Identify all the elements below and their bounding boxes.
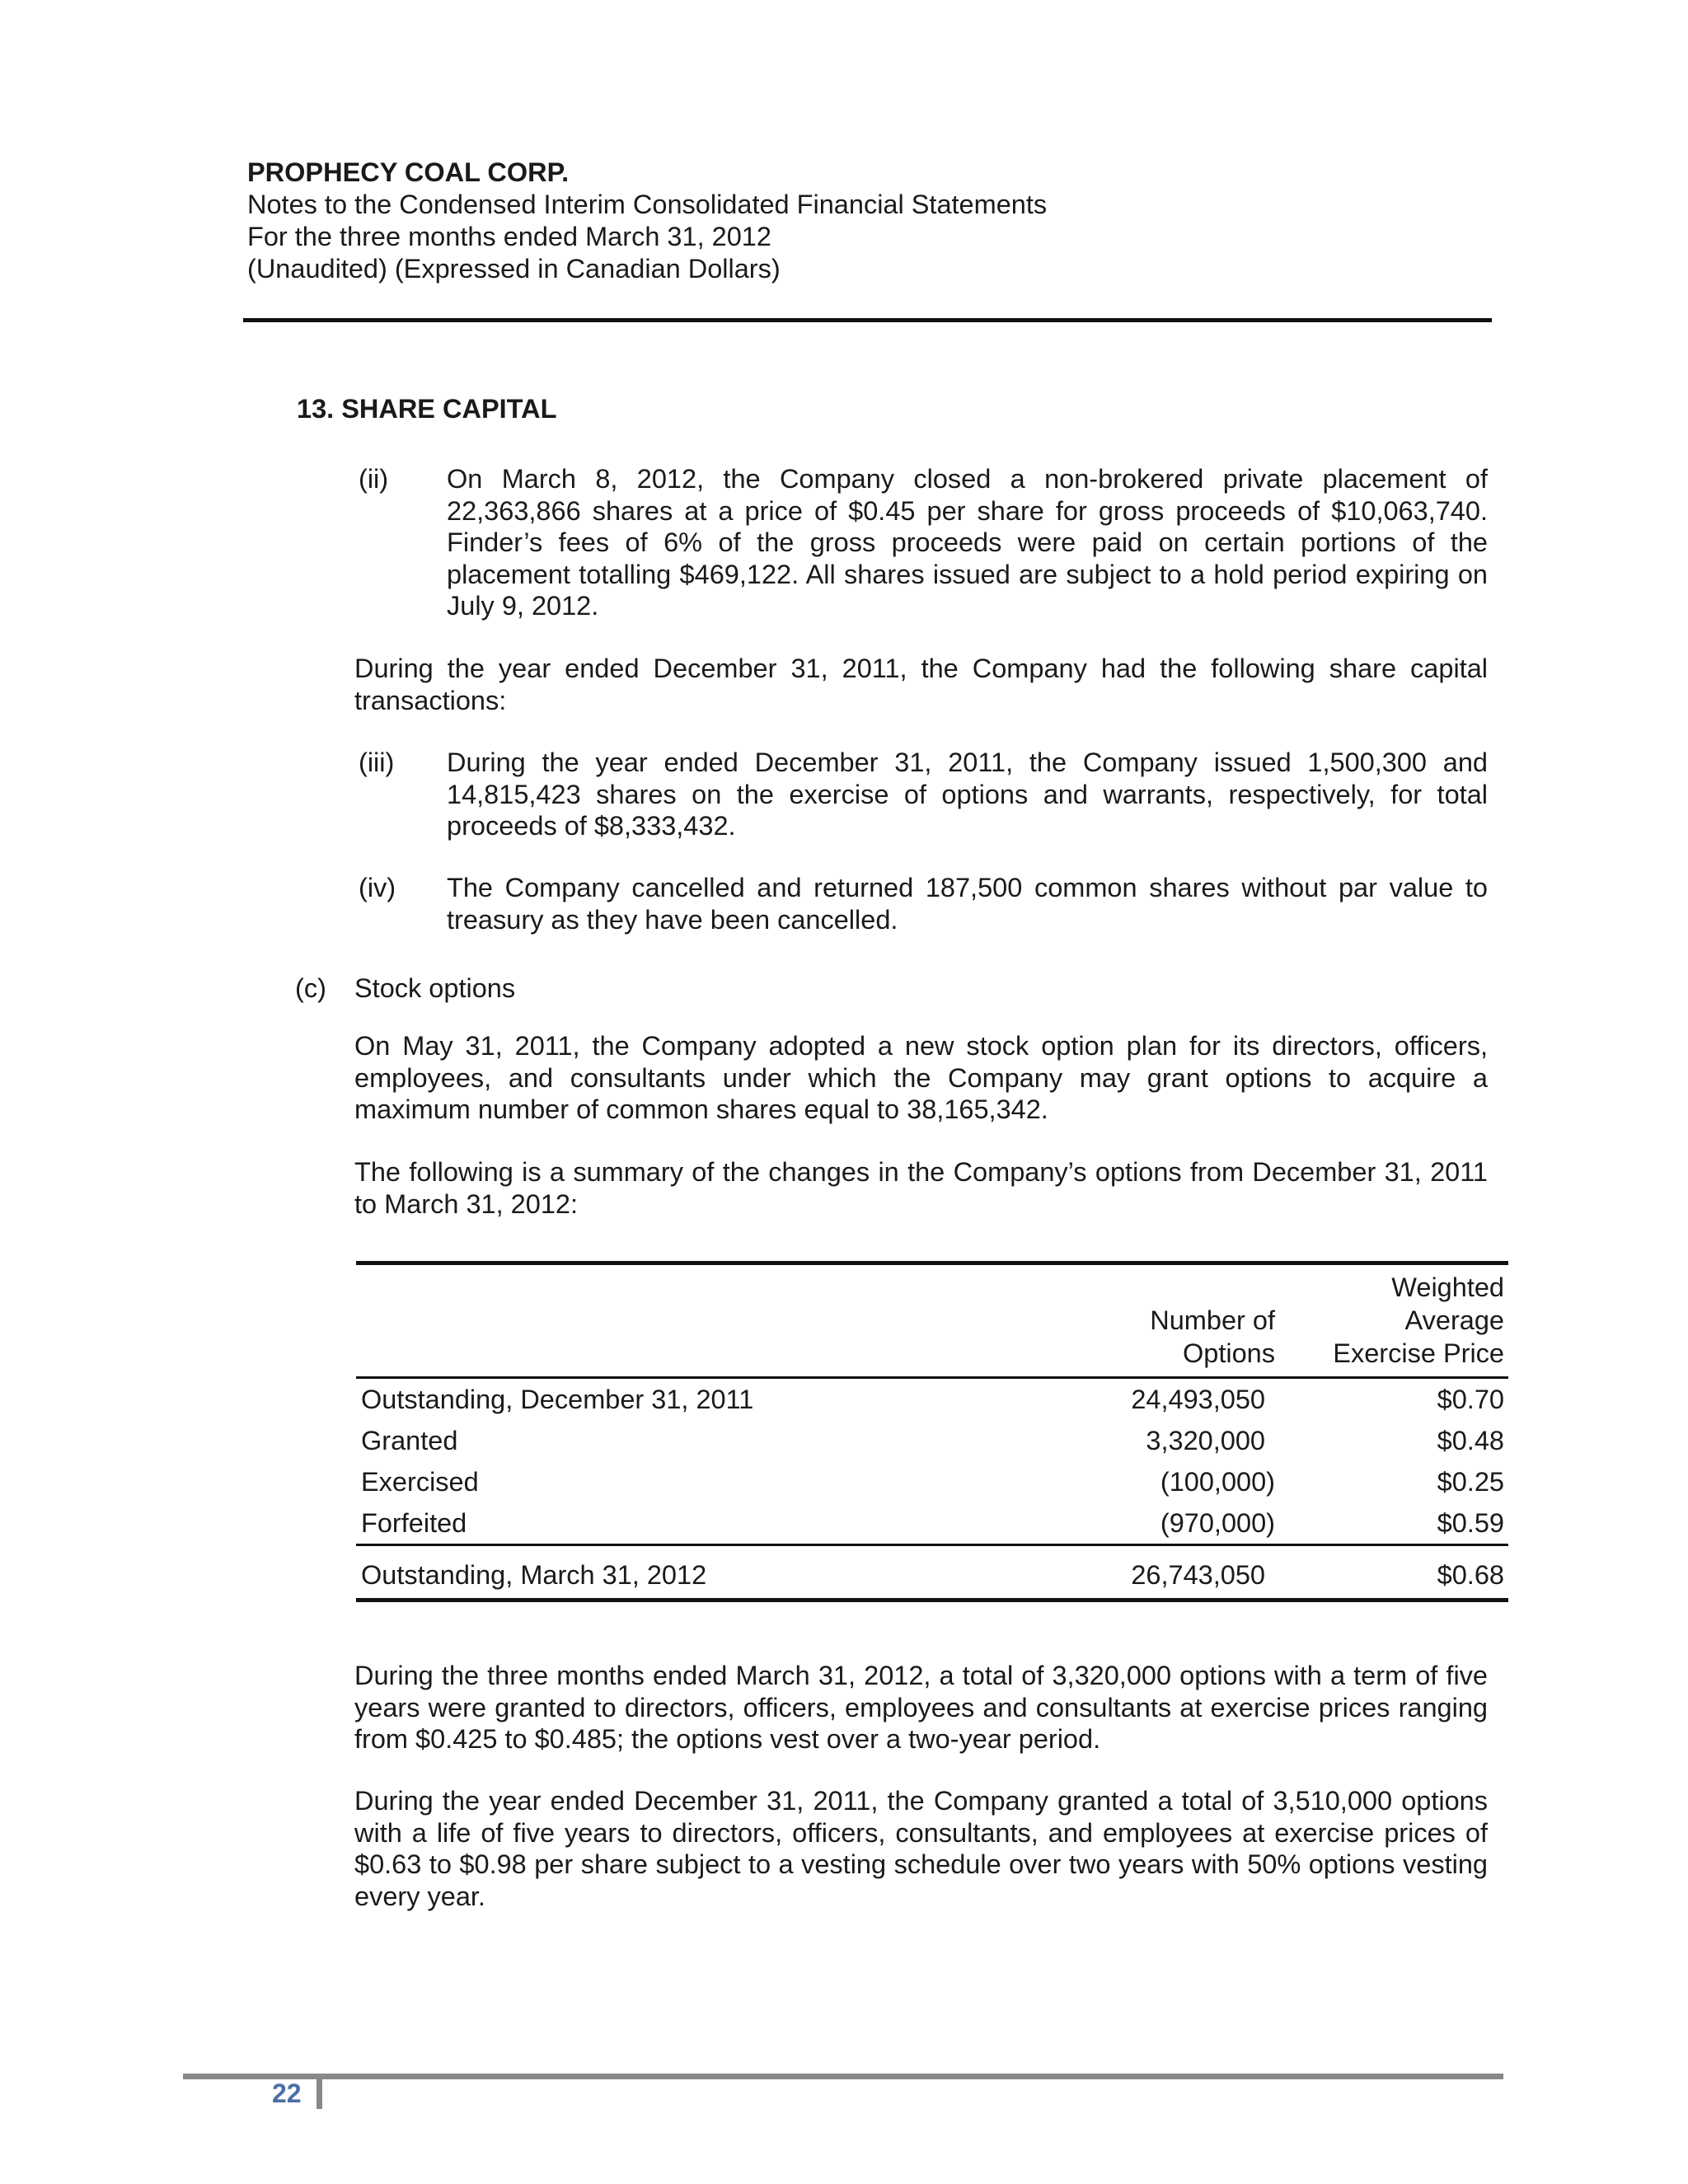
header-weighted-average-price xyxy=(1333,1271,1504,1370)
paragraph-option-plan: On May 31, 2011, the Company adopted a new stock option plan for its directors, officers, employees, and consultants under which the Company may grant options to acquire a maximum number of common shares equal to 38,165,342. xyxy=(354,1031,1488,1124)
paragraph-grants-2012: During the three months ended March 31, 2012, a total of 3,320,000 options with a term of five years were granted to directors, officers, employees and consultants at exercise prices ranging from $0.425 to $0.485; the options vest over a two-year period. xyxy=(354,1661,1488,1754)
row-options: 3,320,000 xyxy=(1146,1426,1265,1455)
item-text: On March 8, 2012, the Company closed a non-brokered private placement of 22,363,866 shares at a price of $0.45 per share for gross proceeds of $10,063,740. Finder’s fees of 6% of the gross proceeds were paid on certain portions of the placement totalling $469,122. All shares issued are subject to a hold period expiring on July 9, 2012. xyxy=(447,464,1488,621)
footer-tick xyxy=(316,2074,322,2109)
page-number: 22 xyxy=(272,2079,302,2108)
table-row xyxy=(356,1502,1508,1546)
header-divider xyxy=(243,318,1492,322)
header-text: Average xyxy=(1404,1305,1504,1335)
company-name: PROPHECY COAL CORP. xyxy=(247,157,570,187)
row-price: $0.70 xyxy=(1437,1385,1504,1414)
paragraph-grants-2011: During the year ended December 31, 2011, the Company granted a total of 3,510,000 options with a life of five years to directors, officers, consultants, and employees at exercise prices of $0.63 to $0.98 per share subject to a vesting schedule over two years with 50% options vesting every year. xyxy=(354,1786,1488,1911)
list-item xyxy=(359,463,1488,622)
row-options: (970,000) xyxy=(1160,1508,1275,1538)
table-row xyxy=(356,1379,1508,1420)
row-label: Outstanding, March 31, 2012 xyxy=(361,1560,707,1590)
item-number: (iii) xyxy=(359,748,395,777)
item-text: The Company cancelled and returned 187,500 common shares without par value to treasury as they have been cancelled. xyxy=(447,873,1488,935)
document-header xyxy=(247,157,1047,285)
item-text: During the year ended December 31, 2011, the Company issued 1,500,300 and 14,815,423 shares on the exercise of options and warrants, respectively, for total proceeds of $8,333,432. xyxy=(447,748,1488,841)
table-total-row xyxy=(356,1553,1508,1602)
paragraph-summary-intro: The following is a summary of the changes in the Company’s options from December 31, 2011 to March 31, 2012: xyxy=(354,1157,1488,1219)
item-number: (iv) xyxy=(359,873,396,902)
row-price: $0.59 xyxy=(1437,1508,1504,1538)
row-label: Exercised xyxy=(361,1467,479,1497)
header-text: Number of xyxy=(1150,1305,1275,1335)
header-text: Weighted xyxy=(1391,1272,1504,1302)
section-title: 13. SHARE CAPITAL xyxy=(297,394,557,424)
list-item xyxy=(359,747,1488,842)
row-label: Granted xyxy=(361,1426,458,1455)
options-table xyxy=(356,1261,1508,1602)
subsection-letter: (c) xyxy=(295,973,326,1003)
header-text: Options xyxy=(1182,1338,1275,1368)
table-row xyxy=(356,1461,1508,1502)
paragraph-2011-transactions: During the year ended December 31, 2011, the Company had the following share capital transactions: xyxy=(354,654,1488,715)
table-row xyxy=(356,1420,1508,1461)
list-item xyxy=(359,872,1488,935)
row-options: 24,493,050 xyxy=(1131,1385,1265,1414)
footer-divider xyxy=(183,2074,1503,2079)
subsection-title: Stock options xyxy=(354,973,516,1003)
row-label: Forfeited xyxy=(361,1508,467,1538)
table-header xyxy=(356,1265,1508,1379)
header-line-period: For the three months ended March 31, 2012 xyxy=(247,222,771,251)
row-label: Outstanding, December 31, 2011 xyxy=(361,1385,754,1414)
item-number: (ii) xyxy=(359,464,389,494)
header-number-of-options xyxy=(1150,1304,1275,1370)
row-price: $0.68 xyxy=(1437,1560,1504,1590)
row-options: 26,743,050 xyxy=(1131,1560,1265,1590)
row-options: (100,000) xyxy=(1160,1467,1275,1497)
header-line-statements: Notes to the Condensed Interim Consolidated Financial Statements xyxy=(247,190,1048,219)
header-text: Exercise Price xyxy=(1333,1338,1504,1368)
header-line-basis: (Unaudited) (Expressed in Canadian Dollars) xyxy=(247,254,781,284)
subsection-heading xyxy=(295,972,515,1005)
row-price: $0.48 xyxy=(1437,1426,1504,1455)
row-price: $0.25 xyxy=(1437,1467,1504,1497)
